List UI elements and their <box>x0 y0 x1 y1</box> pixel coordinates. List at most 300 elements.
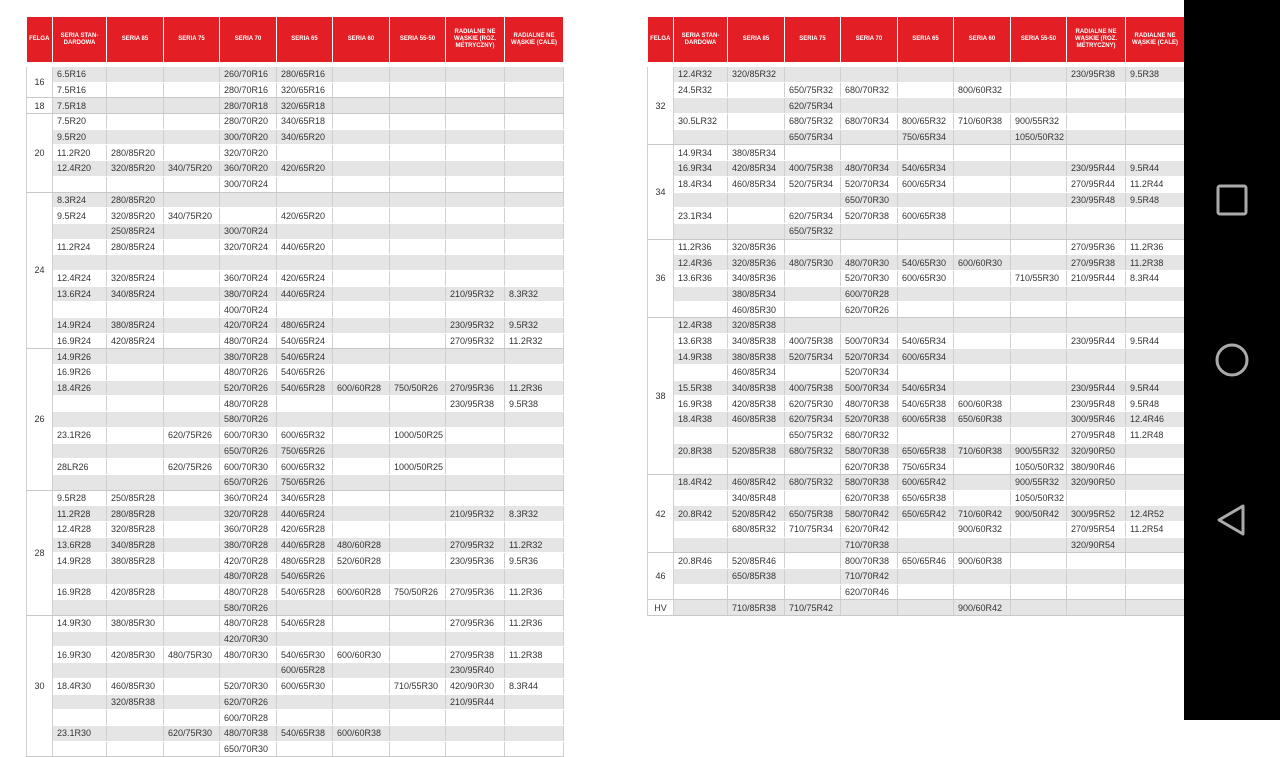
tire-size-cell <box>785 584 841 600</box>
tire-size-cell: 600/70R28 <box>220 710 277 726</box>
tire-size-cell: 9.5R44 <box>1126 161 1185 177</box>
tire-size-cell <box>898 302 954 318</box>
tire-size-cell <box>164 365 220 381</box>
tire-size-cell: 340/85R36 <box>728 270 785 286</box>
tire-size-cell <box>954 286 1011 302</box>
tire-size-cell <box>220 192 277 208</box>
tire-size-cell <box>53 663 107 679</box>
tire-size-cell <box>505 365 564 381</box>
tire-size-cell: 360/70R24 <box>220 270 277 286</box>
tire-size-cell <box>333 223 390 239</box>
tire-size-cell: 900/60R42 <box>954 600 1011 616</box>
table-row <box>27 67 564 82</box>
tire-size-cell <box>333 412 390 428</box>
tire-size-cell <box>446 255 505 271</box>
tire-size-cell <box>333 192 390 208</box>
tire-size-cell: 420/90R30 <box>446 678 505 694</box>
tire-size-cell: 270/95R32 <box>446 537 505 553</box>
tire-size-cell <box>446 459 505 475</box>
tire-size-cell <box>954 208 1011 224</box>
tire-size-cell: 9.5R38 <box>505 396 564 412</box>
tire-size-cell: 540/65R34 <box>898 161 954 177</box>
tire-size-cell <box>107 474 164 490</box>
tire-size-cell <box>1067 208 1126 224</box>
tire-size-cell <box>333 286 390 302</box>
tire-size-cell <box>505 521 564 537</box>
rim-size-cell: 30 <box>27 616 53 757</box>
tire-size-cell <box>1011 239 1067 255</box>
tire-size-cell: 320/85R38 <box>728 318 785 334</box>
tire-size-cell: 9.5R36 <box>505 553 564 569</box>
tire-size-cell <box>954 427 1011 443</box>
tire-size-cell: 300/70R20 <box>220 129 277 145</box>
tire-size-cell <box>841 145 898 161</box>
tire-size-cell: 620/70R26 <box>841 302 898 318</box>
tire-size-cell: 280/70R18 <box>220 98 277 114</box>
tire-size-cell <box>505 349 564 365</box>
tire-size-cell: 210/95R32 <box>446 506 505 522</box>
tire-size-cell: 210/95R44 <box>1067 270 1126 286</box>
tire-size-cell <box>1011 600 1067 616</box>
tire-size-cell <box>674 98 728 114</box>
tire-size-cell: 320/70R28 <box>220 506 277 522</box>
tire-size-cell <box>333 600 390 616</box>
tire-size-cell <box>1011 318 1067 334</box>
tire-size-cell: 270/95R48 <box>1067 427 1126 443</box>
tire-size-cell <box>164 537 220 553</box>
tire-size-cell <box>333 255 390 271</box>
tire-size-cell <box>333 129 390 145</box>
tire-size-cell <box>446 192 505 208</box>
tire-size-cell: 900/55R32 <box>1011 474 1067 490</box>
tire-size-cell <box>333 302 390 318</box>
tire-size-cell <box>220 255 277 271</box>
home-button[interactable] <box>1208 336 1256 384</box>
tire-size-cell <box>333 663 390 679</box>
tire-size-cell: 270/95R38 <box>446 647 505 663</box>
tire-size-cell <box>390 176 446 192</box>
tire-size-cell: 620/75R34 <box>785 208 841 224</box>
tire-size-cell: 420/65R20 <box>277 161 333 177</box>
tire-size-cell: 230/95R44 <box>1067 161 1126 177</box>
tire-size-cell <box>107 663 164 679</box>
table-row <box>648 521 1185 537</box>
tire-size-cell: 540/65R28 <box>277 380 333 396</box>
tire-size-cell <box>164 490 220 506</box>
tire-size-cell: 12.4R52 <box>1126 506 1185 522</box>
tire-size-cell <box>446 239 505 255</box>
tire-size-cell <box>505 663 564 679</box>
tire-size-cell <box>505 443 564 459</box>
tire-size-cell: 18.4R34 <box>674 176 728 192</box>
tire-size-cell: 320/85R20 <box>107 208 164 224</box>
tire-size-cell <box>785 67 841 82</box>
tire-size-cell: 600/60R30 <box>333 647 390 663</box>
table-row <box>648 600 1185 616</box>
rim-size-cell: 18 <box>27 98 53 114</box>
tire-size-cell: 650/70R26 <box>220 474 277 490</box>
tire-size-cell: 13.6R38 <box>674 333 728 349</box>
tire-size-cell <box>898 223 954 239</box>
tire-size-cell <box>505 412 564 428</box>
triangle-back-icon <box>1208 496 1256 544</box>
tire-size-cell: 620/70R42 <box>841 521 898 537</box>
tire-size-cell <box>333 82 390 98</box>
tire-size-cell: 18.4R26 <box>53 380 107 396</box>
tire-size-cell: 480/70R28 <box>220 569 277 585</box>
column-header: SERIA 75 <box>785 17 841 62</box>
column-header: SERIA 65 <box>898 17 954 62</box>
tire-size-cell: 420/70R28 <box>220 553 277 569</box>
tire-size-cell: 900/55R32 <box>1011 443 1067 459</box>
tire-size-cell: 520/85R46 <box>728 553 785 569</box>
column-header: SERIA 60 <box>333 17 390 62</box>
tire-size-cell <box>446 67 505 82</box>
column-header: RADIALNE NE WĄSKIE (CALE) <box>1126 17 1185 62</box>
tire-size-cell: 270/95R36 <box>446 616 505 632</box>
table-row <box>27 396 564 412</box>
tire-size-cell: 600/60R38 <box>954 396 1011 412</box>
tire-size-cell <box>107 176 164 192</box>
rim-size-cell: 20 <box>27 114 53 192</box>
tire-size-cell: 270/95R36 <box>1067 239 1126 255</box>
tire-size-cell: 9.5R32 <box>505 318 564 334</box>
tire-size-cell <box>107 365 164 381</box>
tire-size-cell: 11.2R48 <box>1126 427 1185 443</box>
tire-size-cell <box>505 145 564 161</box>
tire-size-cell <box>1067 318 1126 334</box>
tire-size-cell <box>53 710 107 726</box>
tire-size-cell <box>1126 553 1185 569</box>
tire-size-cell: 300/95R52 <box>1067 506 1126 522</box>
table-row <box>27 255 564 271</box>
tire-size-cell: 8.3R32 <box>505 286 564 302</box>
tire-size-cell: 340/65R28 <box>277 490 333 506</box>
tire-size-cell <box>277 412 333 428</box>
table-row <box>27 569 564 585</box>
tire-size-cell: 20.8R46 <box>674 553 728 569</box>
tire-size-cell <box>954 223 1011 239</box>
tire-size-cell: 620/70R38 <box>841 490 898 506</box>
table-row <box>648 349 1185 365</box>
rim-size-cell: HV <box>648 600 674 616</box>
tire-size-cell <box>954 161 1011 177</box>
tire-size-cell <box>164 114 220 130</box>
tire-size-cell: 710/55R30 <box>1011 270 1067 286</box>
tire-size-cell: 230/95R38 <box>1067 67 1126 82</box>
tire-size-cell: 16.9R24 <box>53 333 107 349</box>
tire-size-cell: 600/65R42 <box>898 474 954 490</box>
column-header: SERIA 70 <box>841 17 898 62</box>
tire-size-cell: 540/65R26 <box>277 365 333 381</box>
rim-size-cell: 34 <box>648 145 674 239</box>
tire-size-cell <box>390 223 446 239</box>
tire-size-cell: 750/65R34 <box>898 129 954 145</box>
tire-size-cell <box>1011 537 1067 553</box>
tire-size-cell: 380/70R28 <box>220 349 277 365</box>
tire-size-cell: 480/70R28 <box>220 616 277 632</box>
tire-size-cell <box>1126 474 1185 490</box>
tire-size-cell <box>390 569 446 585</box>
table-row <box>648 176 1185 192</box>
tire-size-cell <box>107 725 164 741</box>
tire-size-cell: 400/75R38 <box>785 380 841 396</box>
tire-size-cell: 20.8R38 <box>674 443 728 459</box>
table-row <box>648 506 1185 522</box>
tire-size-cell: 540/65R30 <box>898 255 954 271</box>
tire-size-cell <box>674 302 728 318</box>
tire-size-cell <box>1011 286 1067 302</box>
tire-size-cell <box>107 129 164 145</box>
tire-size-cell <box>1126 600 1185 616</box>
tire-size-cell <box>1011 553 1067 569</box>
table-row <box>648 82 1185 98</box>
tire-size-cell <box>674 490 728 506</box>
tire-size-cell <box>1126 286 1185 302</box>
tire-size-cell <box>1067 98 1126 114</box>
rim-size-cell: 46 <box>648 553 674 600</box>
tire-size-cell: 18.4R42 <box>674 474 728 490</box>
table-row <box>648 239 1185 255</box>
tire-size-cell <box>728 82 785 98</box>
tire-size-cell <box>107 349 164 365</box>
tire-size-cell <box>1126 537 1185 553</box>
tire-size-cell <box>446 474 505 490</box>
tire-size-cell: 400/70R24 <box>220 302 277 318</box>
tire-size-cell <box>53 255 107 271</box>
tire-size-cell <box>505 694 564 710</box>
tire-size-cell <box>333 67 390 82</box>
column-header: SERIA 60 <box>954 17 1011 62</box>
tire-size-cell: 11.2R32 <box>505 537 564 553</box>
tire-size-cell: 12.4R36 <box>674 255 728 271</box>
tire-size-cell <box>954 129 1011 145</box>
tire-size-cell <box>164 176 220 192</box>
tire-size-cell: 16.9R28 <box>53 584 107 600</box>
tire-size-cell <box>446 270 505 286</box>
tire-size-cell: 710/85R38 <box>728 600 785 616</box>
tire-size-cell <box>674 365 728 381</box>
tire-size-cell: 14.9R38 <box>674 349 728 365</box>
tire-size-cell: 340/85R38 <box>728 380 785 396</box>
tire-size-cell <box>53 302 107 318</box>
table-row <box>648 302 1185 318</box>
tire-size-cell: 320/90R50 <box>1067 474 1126 490</box>
table-row <box>27 427 564 443</box>
tire-size-cell <box>333 365 390 381</box>
android-navigation-bar <box>1184 0 1280 720</box>
tire-size-cell <box>107 255 164 271</box>
tire-size-cell: 650/60R38 <box>954 412 1011 428</box>
tire-size-cell: 9.5R44 <box>1126 380 1185 396</box>
tire-size-cell: 620/75R30 <box>164 725 220 741</box>
tire-size-cell <box>785 145 841 161</box>
tire-size-cell: 440/65R28 <box>277 537 333 553</box>
tire-size-cell <box>390 663 446 679</box>
tire-size-cell <box>505 98 564 114</box>
tire-size-cell <box>841 98 898 114</box>
tire-size-cell: 11.2R36 <box>505 584 564 600</box>
tire-size-cell: 340/65R20 <box>277 129 333 145</box>
tire-size-cell <box>164 412 220 428</box>
table-row <box>648 129 1185 145</box>
tire-size-cell: 500/70R34 <box>841 380 898 396</box>
tire-size-cell: 320/70R20 <box>220 145 277 161</box>
tire-size-cell <box>505 114 564 130</box>
tire-size-cell: 230/95R40 <box>446 663 505 679</box>
tire-size-cell: 12.4R28 <box>53 521 107 537</box>
tire-size-cell: 650/65R46 <box>898 553 954 569</box>
tire-size-cell <box>785 270 841 286</box>
tire-size-cell <box>390 82 446 98</box>
tire-size-cell <box>1011 255 1067 271</box>
tire-size-cell: 600/60R38 <box>333 725 390 741</box>
tire-size-cell <box>898 584 954 600</box>
tire-size-cell <box>674 192 728 208</box>
tire-size-cell <box>446 161 505 177</box>
tire-size-cell <box>728 427 785 443</box>
tire-size-cell <box>898 145 954 161</box>
tire-size-cell <box>107 631 164 647</box>
tire-size-cell: 540/65R38 <box>898 396 954 412</box>
tire-size-cell: 270/95R36 <box>446 380 505 396</box>
tire-size-cell <box>446 631 505 647</box>
table-row <box>27 474 564 490</box>
tire-size-cell <box>505 161 564 177</box>
tire-size-cell <box>898 427 954 443</box>
tire-size-cell <box>164 145 220 161</box>
tire-size-cell <box>390 129 446 145</box>
tire-size-cell <box>446 223 505 239</box>
tire-size-cell: 380/85R38 <box>728 349 785 365</box>
tire-size-cell: 9.5R20 <box>53 129 107 145</box>
tire-size-cell: 11.2R20 <box>53 145 107 161</box>
tire-size-cell <box>728 459 785 475</box>
tire-size-cell: 600/65R30 <box>277 678 333 694</box>
tire-size-cell <box>785 286 841 302</box>
column-header: SERIA 55-50 <box>1011 17 1067 62</box>
tire-size-cell <box>164 694 220 710</box>
tire-size-cell: 8.3R32 <box>505 506 564 522</box>
tire-size-cell <box>333 239 390 255</box>
tire-size-cell: 620/75R34 <box>785 98 841 114</box>
tire-size-cell <box>390 506 446 522</box>
tire-size-cell: 250/85R28 <box>107 490 164 506</box>
tire-size-cell: 16.9R38 <box>674 396 728 412</box>
table-row <box>27 161 564 177</box>
tire-size-cell: 600/70R30 <box>220 459 277 475</box>
tire-size-cell <box>107 396 164 412</box>
tire-size-cell <box>785 459 841 475</box>
tire-size-cell <box>1126 569 1185 585</box>
tire-size-cell: 580/70R26 <box>220 600 277 616</box>
rim-size-cell: 38 <box>648 318 674 475</box>
table-row <box>27 521 564 537</box>
tire-size-cell: 23.1R26 <box>53 427 107 443</box>
tire-size-cell: 360/70R24 <box>220 490 277 506</box>
tire-size-cell: 540/65R26 <box>277 569 333 585</box>
tire-size-cell <box>164 600 220 616</box>
tire-size-cell <box>1011 380 1067 396</box>
tire-size-cell <box>164 678 220 694</box>
table-row <box>648 255 1185 271</box>
tire-size-cell <box>164 129 220 145</box>
tire-size-cell <box>277 223 333 239</box>
tire-size-cell: 620/70R26 <box>220 694 277 710</box>
tire-size-cell <box>1067 302 1126 318</box>
tire-size-cell: 400/75R38 <box>785 333 841 349</box>
tire-size-cell <box>785 318 841 334</box>
tire-size-cell <box>1011 82 1067 98</box>
tire-size-cell <box>1067 129 1126 145</box>
tire-size-cell: 800/70R38 <box>841 553 898 569</box>
tire-size-cell <box>505 67 564 82</box>
tire-size-cell <box>1067 82 1126 98</box>
tire-size-cell <box>954 380 1011 396</box>
tire-size-cell: 16.9R26 <box>53 365 107 381</box>
tire-size-cell: 480/70R26 <box>220 365 277 381</box>
table-row <box>648 569 1185 585</box>
tire-size-cell: 520/70R34 <box>841 176 898 192</box>
circle-icon <box>1208 336 1256 384</box>
header-row <box>648 17 1185 62</box>
tire-size-cell: 900/60R38 <box>954 553 1011 569</box>
tire-size-cell: 520/70R26 <box>220 380 277 396</box>
tire-size-cell <box>898 365 954 381</box>
tire-size-cell: 320/85R28 <box>107 521 164 537</box>
tire-size-cell: 11.2R36 <box>505 616 564 632</box>
tire-size-cell <box>390 490 446 506</box>
table-row <box>27 490 564 506</box>
tire-size-cell <box>1011 427 1067 443</box>
back-button[interactable] <box>1208 496 1256 544</box>
table-row <box>648 365 1185 381</box>
tire-size-cell <box>1067 145 1126 161</box>
table-row <box>648 584 1185 600</box>
tire-size-cell <box>53 631 107 647</box>
tire-size-cell <box>728 98 785 114</box>
tire-size-cell <box>505 208 564 224</box>
tire-size-cell <box>1011 67 1067 82</box>
tire-size-cell <box>53 474 107 490</box>
column-header: RADIALNE NE WĄSKIE (ROZ. METRYCZNY) <box>446 17 505 62</box>
tire-size-cell: 520/70R30 <box>220 678 277 694</box>
tire-size-cell <box>954 459 1011 475</box>
tire-size-cell <box>505 270 564 286</box>
tire-size-cell <box>728 129 785 145</box>
tire-size-cell: 14.9R28 <box>53 553 107 569</box>
tire-size-cell: 680/75R32 <box>785 114 841 130</box>
tire-size-cell <box>1126 98 1185 114</box>
tire-size-cell: 300/70R24 <box>220 176 277 192</box>
rim-size-cell: 26 <box>27 349 53 490</box>
tire-size-cell <box>1067 286 1126 302</box>
tire-size-cell <box>1011 208 1067 224</box>
table-row <box>648 192 1185 208</box>
tire-size-cell: 14.9R26 <box>53 349 107 365</box>
tire-size-cell <box>333 741 390 757</box>
tire-size-cell <box>1126 208 1185 224</box>
tire-size-cell: 320/85R36 <box>728 239 785 255</box>
tire-size-cell: 320/85R38 <box>107 694 164 710</box>
tire-size-cell: 8.3R44 <box>1126 270 1185 286</box>
table-row <box>648 114 1185 130</box>
recents-button[interactable] <box>1208 176 1256 224</box>
table-row <box>27 365 564 381</box>
tire-size-cell: 230/95R32 <box>446 318 505 334</box>
tire-size-cell <box>333 521 390 537</box>
tire-size-cell: 340/65R18 <box>277 114 333 130</box>
